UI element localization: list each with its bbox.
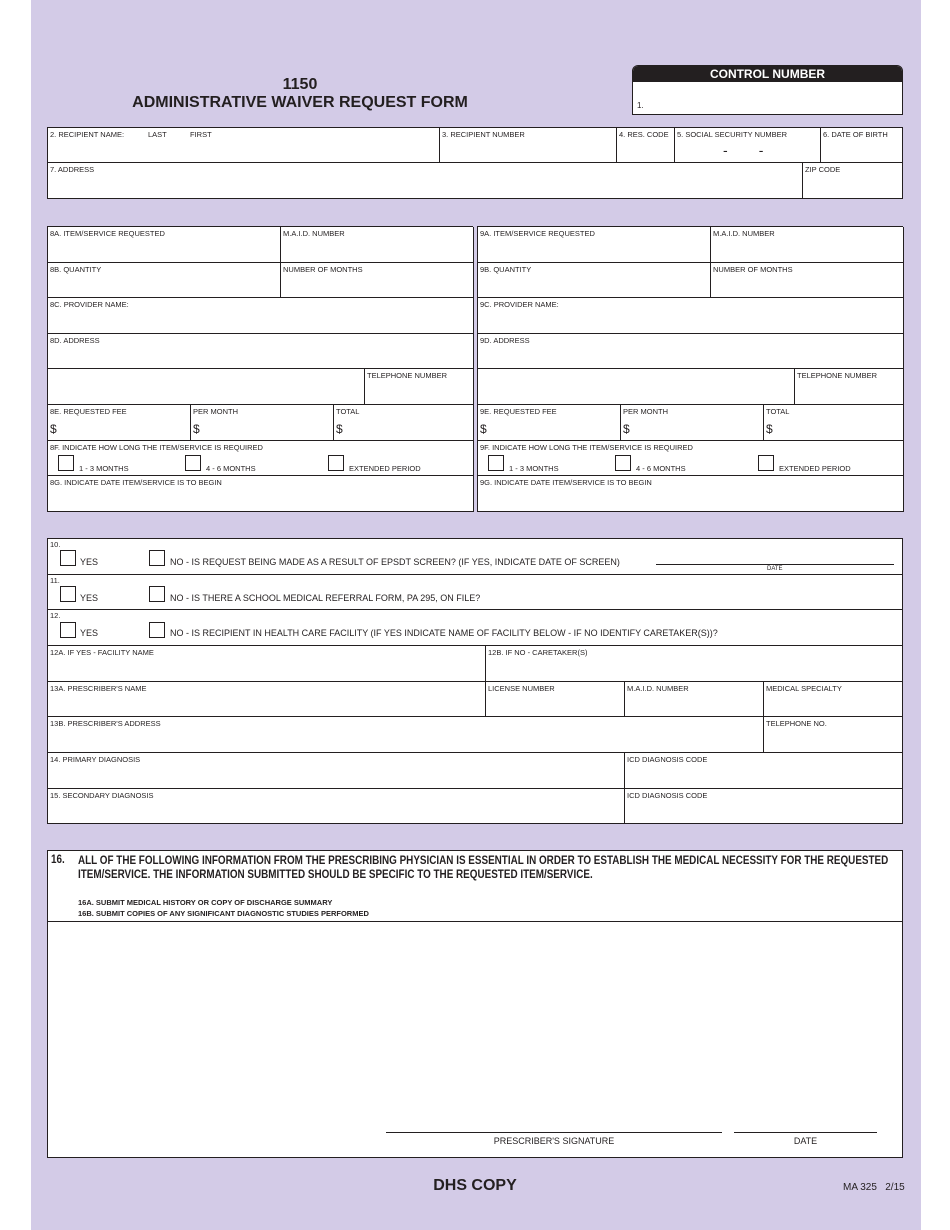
begin-date-label: 8G. INDICATE DATE ITEM/SERVICE IS TO BEGIN (50, 478, 222, 487)
dollar-sign: $ (336, 422, 343, 436)
questions-section (47, 538, 903, 824)
prescriber-name-field[interactable] (48, 682, 486, 717)
item-service-field[interactable] (478, 227, 711, 263)
duration-label: 8F. INDICATE HOW LONG THE ITEM/SERVICE IS REQUIRED (50, 443, 263, 452)
total-field[interactable] (764, 405, 904, 441)
provider-address-line2-field[interactable] (478, 369, 795, 405)
question-12-row (48, 610, 903, 646)
primary-icd-field[interactable] (625, 753, 903, 789)
extended-period-checkbox[interactable] (758, 455, 774, 471)
requested-fee-label: 8E. REQUESTED FEE (50, 407, 127, 416)
facility-name-field[interactable] (48, 646, 486, 682)
telephone-number-field[interactable] (365, 369, 474, 405)
q12-yes-checkbox[interactable] (60, 622, 76, 638)
provider-address-field[interactable] (48, 334, 474, 369)
1-3-months-label: 1 - 3 MONTHS (79, 464, 129, 473)
number-of-months-label: NUMBER OF MONTHS (713, 265, 793, 274)
item-service-field[interactable] (48, 227, 281, 263)
question-10-row (48, 539, 903, 575)
prescriber-phone-field[interactable] (764, 717, 903, 753)
medical-necessity-area[interactable] (48, 922, 902, 1157)
signature-label: PRESCRIBER'S SIGNATURE (493, 1136, 615, 1146)
signature-date-line[interactable] (734, 1132, 877, 1133)
maid-number-label: M.A.I.D. NUMBER (713, 229, 775, 238)
q12-number: 12. (50, 611, 61, 620)
4-6-months-label: 4 - 6 MONTHS (636, 464, 686, 473)
total-label: TOTAL (766, 407, 790, 416)
duration-label: 9F. INDICATE HOW LONG THE ITEM/SERVICE IS REQUIRED (480, 443, 693, 452)
primary-diagnosis-label: 14. PRIMARY DIAGNOSIS (50, 755, 141, 764)
maid-number-label: M.A.I.D. NUMBER (283, 229, 345, 238)
maid-number-field[interactable] (281, 227, 474, 263)
prescriber-address-label: 13B. PRESCRIBER'S ADDRESS (50, 719, 161, 728)
telephone-number-label: TELEPHONE NUMBER (797, 371, 878, 380)
maid-number-field[interactable] (711, 227, 904, 263)
provider-name-field[interactable] (48, 298, 474, 334)
prescriber-phone-label: TELEPHONE NO. (766, 719, 827, 728)
license-number-label: LICENSE NUMBER (488, 684, 555, 693)
ssn-label: 5. SOCIAL SECURITY NUMBER (677, 130, 788, 139)
prescriber-maid-field[interactable] (625, 682, 764, 717)
number-of-months-field[interactable] (281, 263, 474, 298)
q11-number: 11. (50, 576, 60, 585)
section-16b: 16B. SUBMIT COPIES OF ANY SIGNIFICANT DIAGNOSTIC STUDIES PERFORMED (78, 909, 369, 918)
quantity-label: 9B. QUANTITY (480, 265, 532, 274)
4-6-months-checkbox[interactable] (185, 455, 201, 471)
total-field[interactable] (334, 405, 474, 441)
secondary-diagnosis-field[interactable] (48, 789, 625, 824)
dollar-sign: $ (50, 422, 57, 436)
address-label: 7. ADDRESS (50, 165, 95, 174)
1-3-months-checkbox[interactable] (58, 455, 74, 471)
control-number-field[interactable]: 1. (637, 101, 644, 110)
medical-specialty-field[interactable] (764, 682, 903, 717)
duration-row (48, 441, 474, 476)
primary-icd-label: ICD DIAGNOSIS CODE (627, 755, 708, 764)
recipient-name-label: 2. RECIPIENT NAME: (50, 130, 125, 139)
section-16 (47, 850, 903, 1158)
caretaker-label: 12B. IF NO - CARETAKER(S) (488, 648, 588, 657)
zip-field[interactable] (803, 163, 903, 199)
res-code-label: 4. RES. CODE (619, 130, 669, 139)
provider-name-field[interactable] (478, 298, 904, 334)
section-16-text: ALL OF THE FOLLOWING INFORMATION FROM THE PRESCRIBING PHYSICIAN IS ESSENTIAL IN ORDER TO ESTABLISH THE MEDICAL NECESSITY FOR THE REQUESTED ITEM/SERVICE. THE INFORMATION SUBMITTED SHOULD BE SPECIFIC TO THE REQUESTED ITEM/SERVICE. (78, 855, 889, 881)
4-6-months-checkbox[interactable] (615, 455, 631, 471)
4-6-months-label: 4 - 6 MONTHS (206, 464, 256, 473)
control-number-header: CONTROL NUMBER (633, 66, 902, 82)
signature-date-label: DATE (793, 1136, 818, 1146)
dollar-sign: $ (766, 422, 773, 436)
q11-no-checkbox[interactable] (149, 586, 165, 602)
q12-no-checkbox[interactable] (149, 622, 165, 638)
extended-period-label: EXTENDED PERIOD (349, 464, 421, 473)
q10-text: NO - IS REQUEST BEING MADE AS A RESULT OF EPSDT SCREEN? (IF YES, INDICATE DATE OF SCREEN) (170, 557, 620, 567)
prescriber-maid-label: M.A.I.D. NUMBER (627, 684, 689, 693)
number-of-months-label: NUMBER OF MONTHS (283, 265, 363, 274)
recipient-section (47, 127, 903, 199)
control-number-box (632, 65, 903, 115)
section-16a: 16A. SUBMIT MEDICAL HISTORY OR COPY OF DISCHARGE SUMMARY (78, 898, 333, 907)
provider-address-label: 8D. ADDRESS (50, 336, 100, 345)
form-title: ADMINISTRATIVE WAIVER REQUEST FORM (132, 94, 468, 111)
caretaker-field[interactable] (486, 646, 903, 682)
q12-yes-label: YES (80, 628, 99, 638)
secondary-icd-field[interactable] (625, 789, 903, 824)
item-service-label: 8A. ITEM/SERVICE REQUESTED (50, 229, 165, 238)
dhs-copy-label: DHS COPY (433, 1177, 517, 1194)
q12-text: NO - IS RECIPIENT IN HEALTH CARE FACILITY (IF YES INDICATE NAME OF FACILITY BELOW - IF NO IDENTIFY CARETAKER(S))? (170, 628, 718, 638)
1-3-months-checkbox[interactable] (488, 455, 504, 471)
provider-address-line2-field[interactable] (48, 369, 365, 405)
provider-name-label: 9C. PROVIDER NAME: (480, 300, 559, 309)
telephone-number-label: TELEPHONE NUMBER (367, 371, 448, 380)
q11-yes-checkbox[interactable] (60, 586, 76, 602)
form-id-label: MA 325 2/15 (843, 1182, 905, 1193)
q10-number: 10. (50, 540, 61, 549)
begin-date-label: 9G. INDICATE DATE ITEM/SERVICE IS TO BEGIN (480, 478, 652, 487)
ssn-dashes: - - (723, 142, 764, 158)
item-section-left (47, 226, 473, 512)
medical-specialty-label: MEDICAL SPECIALTY (766, 684, 842, 693)
primary-diagnosis-field[interactable] (48, 753, 625, 789)
quantity-label: 8B. QUANTITY (50, 265, 102, 274)
per-month-label: PER MONTH (193, 407, 238, 416)
quantity-field[interactable] (478, 263, 711, 298)
total-label: TOTAL (336, 407, 360, 416)
dollar-sign: $ (480, 422, 487, 436)
q10-yes-label: YES (80, 557, 99, 567)
dob-label: 6. DATE OF BIRTH (823, 130, 888, 139)
first-label: FIRST (190, 130, 212, 139)
recipient-name-field[interactable] (48, 128, 440, 163)
requested-fee-label: 9E. REQUESTED FEE (480, 407, 557, 416)
q11-text: NO - IS THERE A SCHOOL MEDICAL REFERRAL FORM, PA 295, ON FILE? (170, 593, 481, 603)
recipient-number-field[interactable] (440, 128, 617, 163)
res-code-field[interactable] (617, 128, 675, 163)
provider-name-label: 8C. PROVIDER NAME: (50, 300, 129, 309)
requested-fee-field[interactable] (48, 405, 191, 441)
provider-address-label: 9D. ADDRESS (480, 336, 530, 345)
per-month-label: PER MONTH (623, 407, 668, 416)
signature-line[interactable] (386, 1132, 722, 1133)
prescriber-name-label: 13A. PRESCRIBER'S NAME (50, 684, 147, 693)
last-label: LAST (148, 130, 167, 139)
recipient-number-label: 3. RECIPIENT NUMBER (442, 130, 525, 139)
prescriber-address-field[interactable] (48, 717, 764, 753)
per-month-field[interactable] (621, 405, 764, 441)
provider-address-field[interactable] (478, 334, 904, 369)
number-of-months-field[interactable] (711, 263, 904, 298)
1-3-months-label: 1 - 3 MONTHS (509, 464, 559, 473)
zip-label: ZIP CODE (805, 165, 841, 174)
extended-period-checkbox[interactable] (328, 455, 344, 471)
extended-period-label: EXTENDED PERIOD (779, 464, 851, 473)
begin-date-field[interactable] (48, 476, 474, 512)
quantity-field[interactable] (48, 263, 281, 298)
duration-row (478, 441, 904, 476)
q10-date-label: DATE (767, 566, 783, 572)
section-16-header (48, 851, 902, 922)
dollar-sign: $ (623, 422, 630, 436)
item-service-label: 9A. ITEM/SERVICE REQUESTED (480, 229, 595, 238)
form-number: 1150 (282, 76, 318, 93)
section-16-number: 16. (51, 854, 65, 866)
secondary-icd-label: ICD DIAGNOSIS CODE (627, 791, 708, 800)
q10-yes-checkbox[interactable] (60, 550, 76, 566)
question-11-row (48, 575, 903, 610)
q10-no-checkbox[interactable] (149, 550, 165, 566)
item-section-right (477, 226, 903, 512)
facility-name-label: 12A. IF YES - FACILITY NAME (50, 648, 154, 657)
per-month-field[interactable] (191, 405, 334, 441)
license-number-field[interactable] (486, 682, 625, 717)
address-field[interactable] (48, 163, 803, 199)
ssn-field[interactable] (675, 128, 821, 163)
begin-date-field[interactable] (478, 476, 904, 512)
telephone-number-field[interactable] (795, 369, 904, 405)
secondary-diagnosis-label: 15. SECONDARY DIAGNOSIS (50, 791, 154, 800)
dob-field[interactable] (821, 128, 903, 163)
dollar-sign: $ (193, 422, 200, 436)
q11-yes-label: YES (80, 593, 99, 603)
requested-fee-field[interactable] (478, 405, 621, 441)
